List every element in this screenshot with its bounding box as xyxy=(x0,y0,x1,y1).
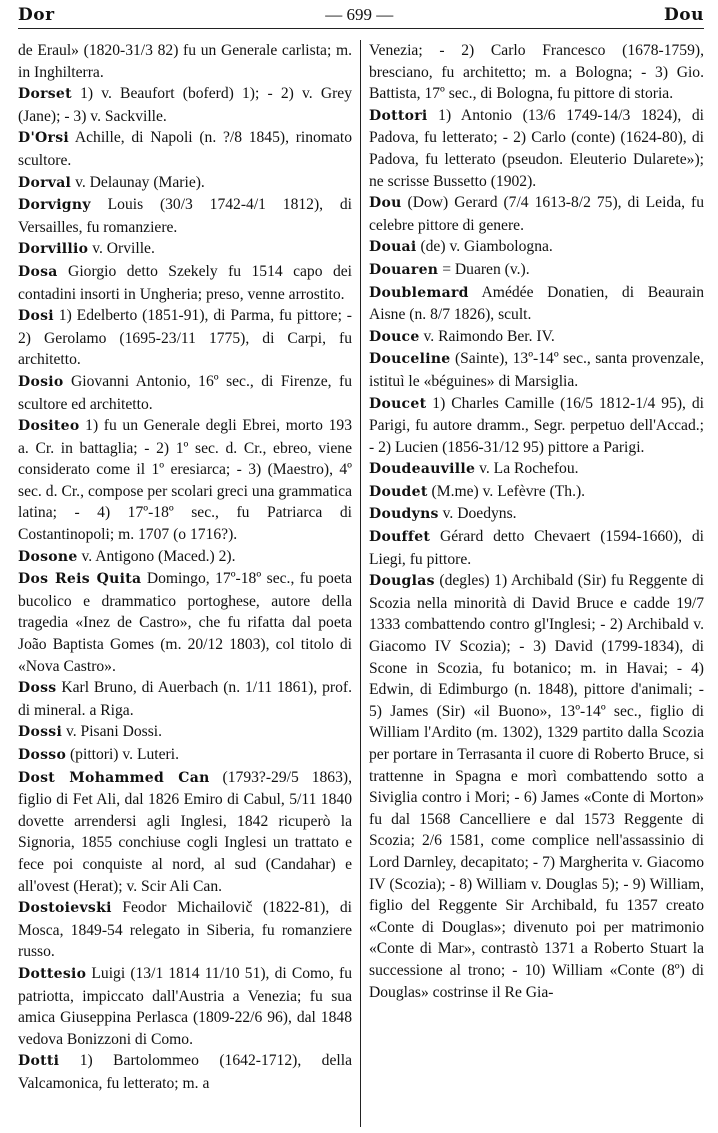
entry-headword: Doudeauville xyxy=(369,461,476,478)
dictionary-entry xyxy=(369,570,704,1003)
dictionary-entry xyxy=(18,1050,352,1094)
entry-headword: Dositeo xyxy=(18,418,80,435)
dictionary-entry xyxy=(369,458,704,481)
entry-headword: Doudet xyxy=(369,483,428,500)
dictionary-entry xyxy=(18,568,352,677)
dictionary-entry xyxy=(369,481,704,504)
dictionary-entry xyxy=(369,236,704,259)
entry-text: v. Raimondo Ber. IV. xyxy=(419,327,555,345)
entry-text: Louis (30/3 1742-4/1 1812), di Versailles, fu romanziere. xyxy=(18,196,352,236)
dictionary-entry xyxy=(369,393,704,459)
entry-text: Venezia; - 2) Carlo Francesco (1678-1759), bresciano, fu architetto; m. a Bologna; - 3) Gio. Battista, 17º sec., di Bologna, fu pittore di storia. xyxy=(369,42,704,103)
dictionary-entry xyxy=(18,127,352,171)
dictionary-entry xyxy=(18,963,352,1050)
dictionary-entry xyxy=(18,172,352,195)
dictionary-entry xyxy=(18,721,352,744)
left-column xyxy=(18,40,361,1127)
entry-headword: Doublemard xyxy=(369,284,469,301)
entry-text: Giorgio detto Szekely fu 1514 capo dei contadini insorti in Ungheria; preso, venne arrostito. xyxy=(18,262,352,303)
entry-headword: Douce xyxy=(369,328,420,345)
entry-headword: Dosone xyxy=(18,548,78,565)
dictionary-entry xyxy=(369,40,704,105)
entry-text: = Duaren (v.). xyxy=(438,260,530,278)
entry-headword: Dossi xyxy=(18,724,63,741)
dictionary-entry xyxy=(369,105,704,192)
entry-headword: Doucet xyxy=(369,395,427,412)
dictionary-entry xyxy=(369,282,704,326)
entry-headword: Dost Mohammed Can xyxy=(18,769,210,786)
entry-headword: Dosa xyxy=(18,263,58,280)
dictionary-entry xyxy=(369,526,704,570)
dictionary-entry xyxy=(18,261,352,305)
entry-text: 1) Bartolommeo (1642-1712), della Valcamonica, fu letterato; m. a xyxy=(18,1052,352,1092)
entry-headword: Dostoievski xyxy=(18,900,112,917)
entry-headword: Douffet xyxy=(369,529,431,546)
page-header xyxy=(18,2,704,29)
dictionary-entry xyxy=(18,744,352,767)
dictionary-entry xyxy=(18,371,352,415)
entry-text: Giovanni Antonio, 16º sec., di Firenze, fu scultore ed architetto. xyxy=(18,372,352,413)
entry-text: 1) Edelberto (1851-91), di Parma, fu pittore; - 2) Gerolamo (1695-23/11 1775), di Carpi, fu architetto. xyxy=(18,307,352,369)
entry-headword: Dorval xyxy=(18,174,72,191)
entry-text: v. Antigono (Maced.) 2). xyxy=(77,547,236,565)
two-column-body xyxy=(18,40,704,1127)
entry-headword: Dosio xyxy=(18,373,64,390)
dictionary-entry xyxy=(369,348,704,392)
entry-text: v. La Rochefou. xyxy=(475,460,579,478)
dictionary-entry xyxy=(18,546,352,569)
entry-text: (de) v. Giambologna. xyxy=(416,238,553,256)
right-running-head: Dou xyxy=(664,5,704,25)
dictionary-entry xyxy=(369,326,704,349)
dictionary-entry xyxy=(18,305,352,371)
entry-headword: Doss xyxy=(18,680,57,697)
dictionary-entry xyxy=(18,897,352,963)
entry-headword: Dos Reis Quita xyxy=(18,571,142,588)
entry-text: (degles) 1) Archibald (Sir) fu Reggente di Scozia nella minorità di David Bruce e cadde 19/7 1333 combattendo contro gl'Inglesi; - 2) Archibald v. Giacomo IV Scozia); - 3) David (1799-1834), di Scone in Scozia, fu botanico; m. in Havai; - 4) Edwin, di Edimburgo (n. 1848), pittore d'animali; - 5) James (Sir) «il Buono», 13º-14º sec., figlio di William l'Ardito (m. 1302), 1329 partito dalla Scozia per portare in Terrasanta il cuore di Roberto Bruce, si trattenne in Spagna e morì combattendo sotto a Siviglia contro i Mori; - 6) James «Conte di Morton» fu dal 1568 Cancelliere e dal 1573 Reggente di Scozia; 2/6 1581, come complice nell'assassinio di Lord Darnley, decapitato; - 7) Margherita v. Giacomo IV (Scozia); - 8) William v. Douglas 5); - 9) William, figlio del Reggente Sir Archibald, fu 1357 creato «Conte di Douglas»; divenuto poi per matrimonio «Conte di Mar», contrastò 1371 a Roberto Stuart la successione al trono; - 10) William «Conte (8º) di Douglas» costrinse il Re Gia- xyxy=(369,572,704,1001)
dictionary-entry xyxy=(18,238,352,261)
entry-text: v. Doedyns. xyxy=(438,505,517,523)
dictionary-entry xyxy=(369,503,704,526)
entry-headword: Dorset xyxy=(18,86,72,103)
entry-headword: Dorvillio xyxy=(18,241,89,258)
entry-text: Amédée Donatien, di Beaurain Aisne (n. 8/7 1826), scult. xyxy=(369,283,704,324)
left-running-head: Dor xyxy=(18,5,55,25)
entry-text: 1) Charles Camille (16/5 1812-1/4 95), di Parigi, fu autore dramm., Segr. perpetuo dell'Accad.; - 2) Lucien (1856-31/12 95) pittore a Parigi. xyxy=(369,394,704,456)
entry-headword: D'Orsi xyxy=(18,130,69,147)
entry-text: (pittori) v. Luteri. xyxy=(66,746,179,763)
entry-text: 1) Antonio (13/6 1749-14/3 1824), di Padova, fu letterato; - 2) Carlo (conte) (1624-80), di Padova, fu letterato (pseudon. Eleuterio Dularete»); ne scrisse Bussetto (1902). xyxy=(369,106,704,190)
entry-headword: Dotti xyxy=(18,1053,60,1070)
entry-text: de Eraul» (1820-31/3 82) fu un Generale carlista; m. in Inghilterra. xyxy=(18,42,352,81)
dictionary-entry xyxy=(18,83,352,127)
entry-headword: Douceline xyxy=(369,351,451,368)
entry-headword: Dosso xyxy=(18,747,67,763)
entry-headword: Dottesio xyxy=(18,965,87,982)
entry-text: 1) v. Beaufort (boferd) 1); - 2) v. Grey (Jane); - 3) v. Sackville. xyxy=(18,85,352,125)
entry-text: (Dow) Gerard (7/4 1613-8/2 75), di Leida, fu celebre pittore di genere. xyxy=(369,194,704,234)
entry-headword: Dorvigny xyxy=(18,197,91,214)
entry-text: Domingo, 17º-18º sec., fu poeta bucolico e drammatico portoghese, autore della tragedia «Inez de Castro», che fu rifatta dal poeta João Baptista Gomes (m. 20/12 1803), col titolo di «Nova Castro». xyxy=(18,570,353,675)
entry-headword: Doudyns xyxy=(369,506,439,523)
entry-headword: Dou xyxy=(369,195,402,212)
entry-text: Karl Bruno, di Auerbach (n. 1/11 1861), prof. di mineral. a Riga. xyxy=(18,679,352,719)
entry-text: 1) fu un Generale degli Ebrei, morto 193 a. Cr. in battaglia; - 2) 1º sec. d. Cr., ebreo, viene considerato come il 1º eresiarca; - 3) (Maestro), 4º sec. d. Cr., compose per scolari greci una grammatica latina; - 4) 17º-18º sec., fu Patriarca di Costantinopoli; m. 1707 (o 1716?). xyxy=(18,417,352,544)
dictionary-entry xyxy=(369,259,704,282)
dictionary-entry xyxy=(18,767,352,898)
entry-text: v. Orville. xyxy=(88,240,155,258)
dictionary-entry xyxy=(18,677,352,721)
entry-headword: Douaren xyxy=(369,261,439,278)
entry-text: (Sainte), 13º-14º sec., santa provenzale, istituì le «béguines» di Marsiglia. xyxy=(369,350,704,390)
page-number: — 699 — xyxy=(325,5,394,24)
entry-text: Gérard detto Chevaert (1594-1660), di Liegi, fu pittore. xyxy=(369,528,704,568)
entry-headword: Dosi xyxy=(18,308,54,325)
entry-text: Feodor Michailovič (1822-81), di Mosca, 1849-54 relegato in Siberia, fu romanziere russo. xyxy=(18,899,352,961)
entry-headword: Douglas xyxy=(369,573,435,590)
dictionary-entry xyxy=(18,40,352,83)
dictionary-entry xyxy=(369,192,704,236)
dictionary-entry xyxy=(18,194,352,238)
entry-text: Achille, di Napoli (n. ?/8 1845), rinomato scultore. xyxy=(18,129,352,169)
entry-text: v. Delaunay (Marie). xyxy=(71,173,205,191)
entry-text: (1793?-29/5 1863), figlio di Fet Ali, dal 1826 Emiro di Cabul, 5/11 1840 dovette arrendersi agli Inglesi, 1842 ricuperò la Signoria, 1855 conchiuse cogli Inglesi un trattato e fece poi conquiste al nord, al sud (Candahar) e all'ovest (Herat); v. Scir Ali Can. xyxy=(18,768,352,895)
entry-headword: Douai xyxy=(369,239,417,256)
entry-headword: Dottori xyxy=(369,107,428,124)
entry-text: Luigi (13/1 1814 11/10 51), di Como, fu patriotta, impiccato dall'Austria a Venezia; fu sua amica Giuseppina Perlasca (1809-22/6 96), dal 1848 vedova Bonizzoni di Como. xyxy=(18,964,352,1048)
dictionary-entry xyxy=(18,415,352,546)
entry-text: v. Pisani Dossi. xyxy=(62,723,162,741)
right-column xyxy=(361,40,704,1127)
entry-text: (M.me) v. Lefèvre (Th.). xyxy=(427,482,586,500)
